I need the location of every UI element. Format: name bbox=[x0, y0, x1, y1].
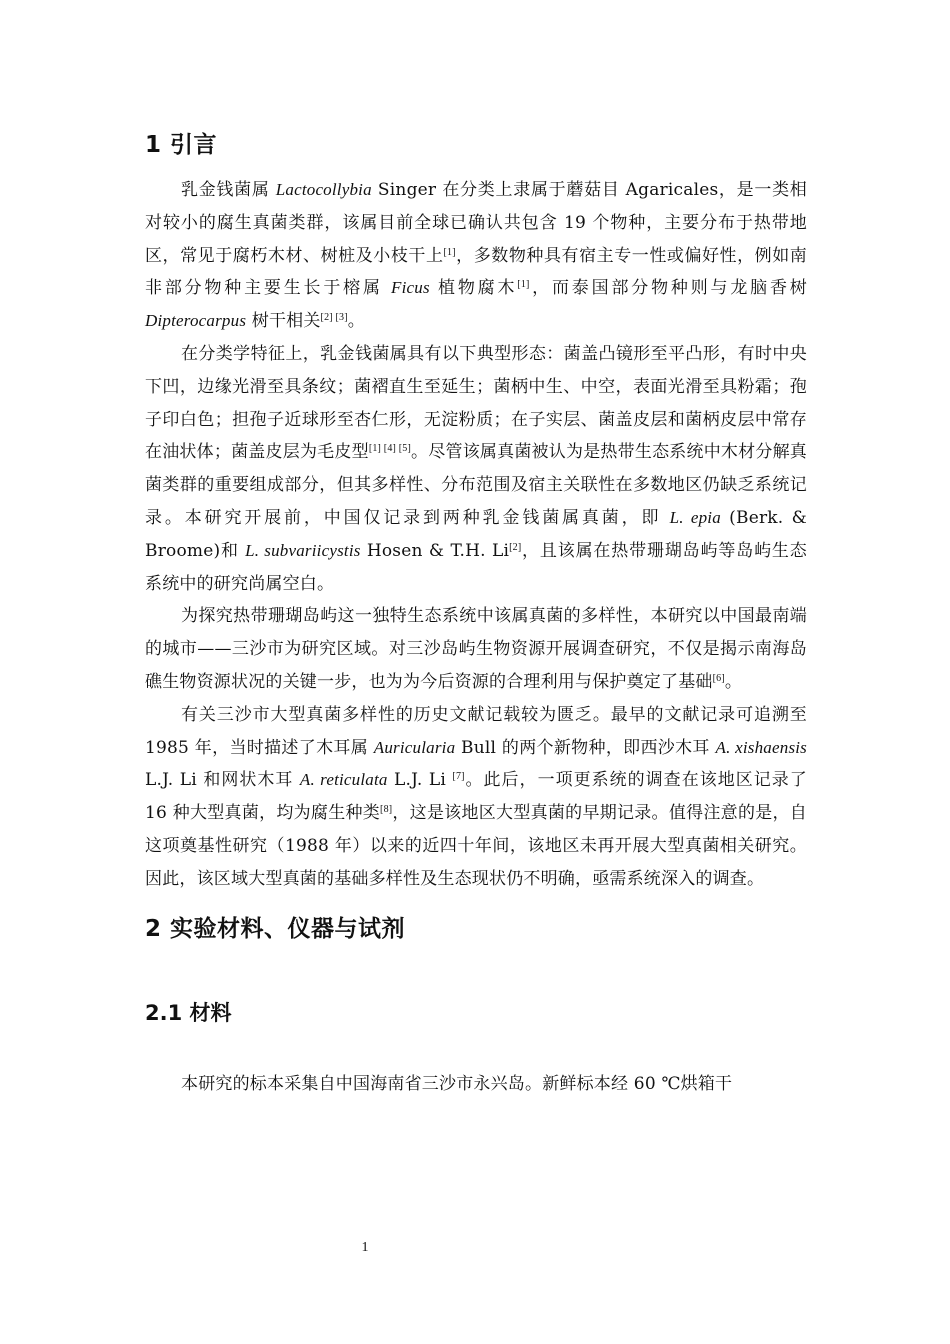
page-number: 1 bbox=[361, 1240, 369, 1255]
text-run: 。尽管该属真菌被认为是热带生态系统中木材分解真菌类群的重要组成部分，但其多样性、分布范围及宿主关联性在多数地区仍缺乏系统记录。本研究开展前，中国仅记录到两种乳金钱菌属真菌，即 bbox=[145, 442, 807, 528]
text-run: 乳金钱菌属 bbox=[181, 180, 276, 200]
paragraph-study-area bbox=[145, 600, 807, 698]
genus-name: Ficus bbox=[391, 278, 430, 298]
species-name: A. reticulata bbox=[299, 770, 388, 790]
citation-ref: [1] bbox=[443, 246, 456, 258]
species-name: L. subvariicystis bbox=[245, 540, 361, 560]
citation-ref: [1] [4] [5] bbox=[368, 443, 412, 455]
species-name: A. xishaensis bbox=[715, 737, 807, 757]
text-run: 植物腐木 bbox=[429, 278, 518, 299]
text-run: ，这是该地区大型真菌的早期记录。值得注意的是，自这项奠基性研究（1988 年）以来的近四十年间，该地区未再开展大型真菌相关研究。因此，该区域大型真菌的基础多样性及生态现状仍不明确，亟需系统深入的调查。 bbox=[145, 803, 807, 889]
subsection-heading-materials: 2.1 材料 bbox=[145, 1000, 232, 1025]
citation-ref: [2] [3] bbox=[320, 312, 348, 324]
text-run: ，且该属在热带珊瑚岛屿等岛屿生态系统中的研究尚属空白。 bbox=[145, 540, 807, 594]
paragraph-specimens bbox=[145, 1068, 807, 1101]
text-run: ，多数物种具有宿主专一性或偏好性，例如南非部分物种主要生长于榕属 bbox=[145, 245, 808, 299]
genus-name: Auricularia bbox=[373, 737, 456, 757]
text-run: 本研究的标本采集自中国海南省三沙市永兴岛。新鲜标本经 60 ℃烘箱干 bbox=[181, 1073, 733, 1094]
citation-ref: [2] bbox=[509, 541, 522, 553]
text-run: 。 bbox=[347, 311, 365, 332]
text-run: 为探究热带珊瑚岛屿这一独特生态系统中该属真菌的多样性，本研究以中国最南端的城市——三沙市为研究区域。对三沙岛屿生物资源开展调查研究，不仅是揭示南海岛礁生物资源状况的关键一步，也为为今后资源的合理利用与保护奠定了基础 bbox=[145, 606, 807, 692]
text-run: L.J. Li 和网状木耳 bbox=[145, 770, 300, 791]
text-run: 有关三沙市大型真菌多样性的历史文献记载较为匮乏。最早的文献记录可追溯至 1985 年，当时描述了木耳属 bbox=[145, 704, 807, 758]
text-run: ，而泰国部分物种则与龙脑香树 bbox=[529, 278, 807, 299]
text-run: Singer 在分类上隶属于蘑菇目 Agaricales，是一类相对较小的腐生真菌类群，该属目前全球已确认共包含 19 个物种，主要分布于热带地区，常见于腐朽木材、树桩及小枝干上 bbox=[145, 180, 807, 266]
text-run: 。 bbox=[724, 671, 743, 692]
paragraph-history bbox=[145, 699, 807, 896]
section-heading-introduction: 1 引言 bbox=[145, 132, 218, 158]
citation-ref: [6] bbox=[712, 672, 725, 684]
section-heading-materials: 2 实验材料、仪器与试剂 bbox=[145, 915, 406, 942]
text-run: 树干相关 bbox=[246, 311, 321, 332]
paragraph-genus-overview bbox=[145, 174, 807, 338]
text-run: 在分类学特征上，乳金钱菌属具有以下典型形态：菌盖凸镜形至平凸形，有时中央下凹，边缘光滑至具条纹；菌褶直生至延生；菌柄中生、中空，表面光滑至具粉霜；孢子印白色；担孢子近球形至杏仁形，无淀粉质；在子实层、菌盖皮层和菌柄皮层中常存在油状体；菌盖皮层为毛皮型 bbox=[145, 343, 807, 463]
citation-ref: [7] bbox=[452, 771, 465, 783]
text-run: 。此后，一项更系统的调查在该地区记录了 16 种大型真菌，均为腐生种类 bbox=[145, 770, 807, 824]
text-run: Hosen & T.H. Li bbox=[360, 540, 510, 561]
page-content bbox=[145, 126, 807, 1100]
citation-ref: [8] bbox=[380, 804, 393, 816]
text-run: (Berk. & Broome)和 bbox=[145, 507, 807, 561]
citation-ref: [1] bbox=[517, 279, 530, 291]
genus-name: Lactocollybia bbox=[275, 180, 372, 199]
species-name: L. epia bbox=[669, 507, 721, 527]
text-run: L.J. Li bbox=[387, 770, 453, 791]
genus-name: Dipterocarpus bbox=[145, 311, 247, 331]
text-run: Bull 的两个新物种，即西沙木耳 bbox=[455, 737, 716, 758]
paragraph-morphology bbox=[145, 338, 807, 600]
